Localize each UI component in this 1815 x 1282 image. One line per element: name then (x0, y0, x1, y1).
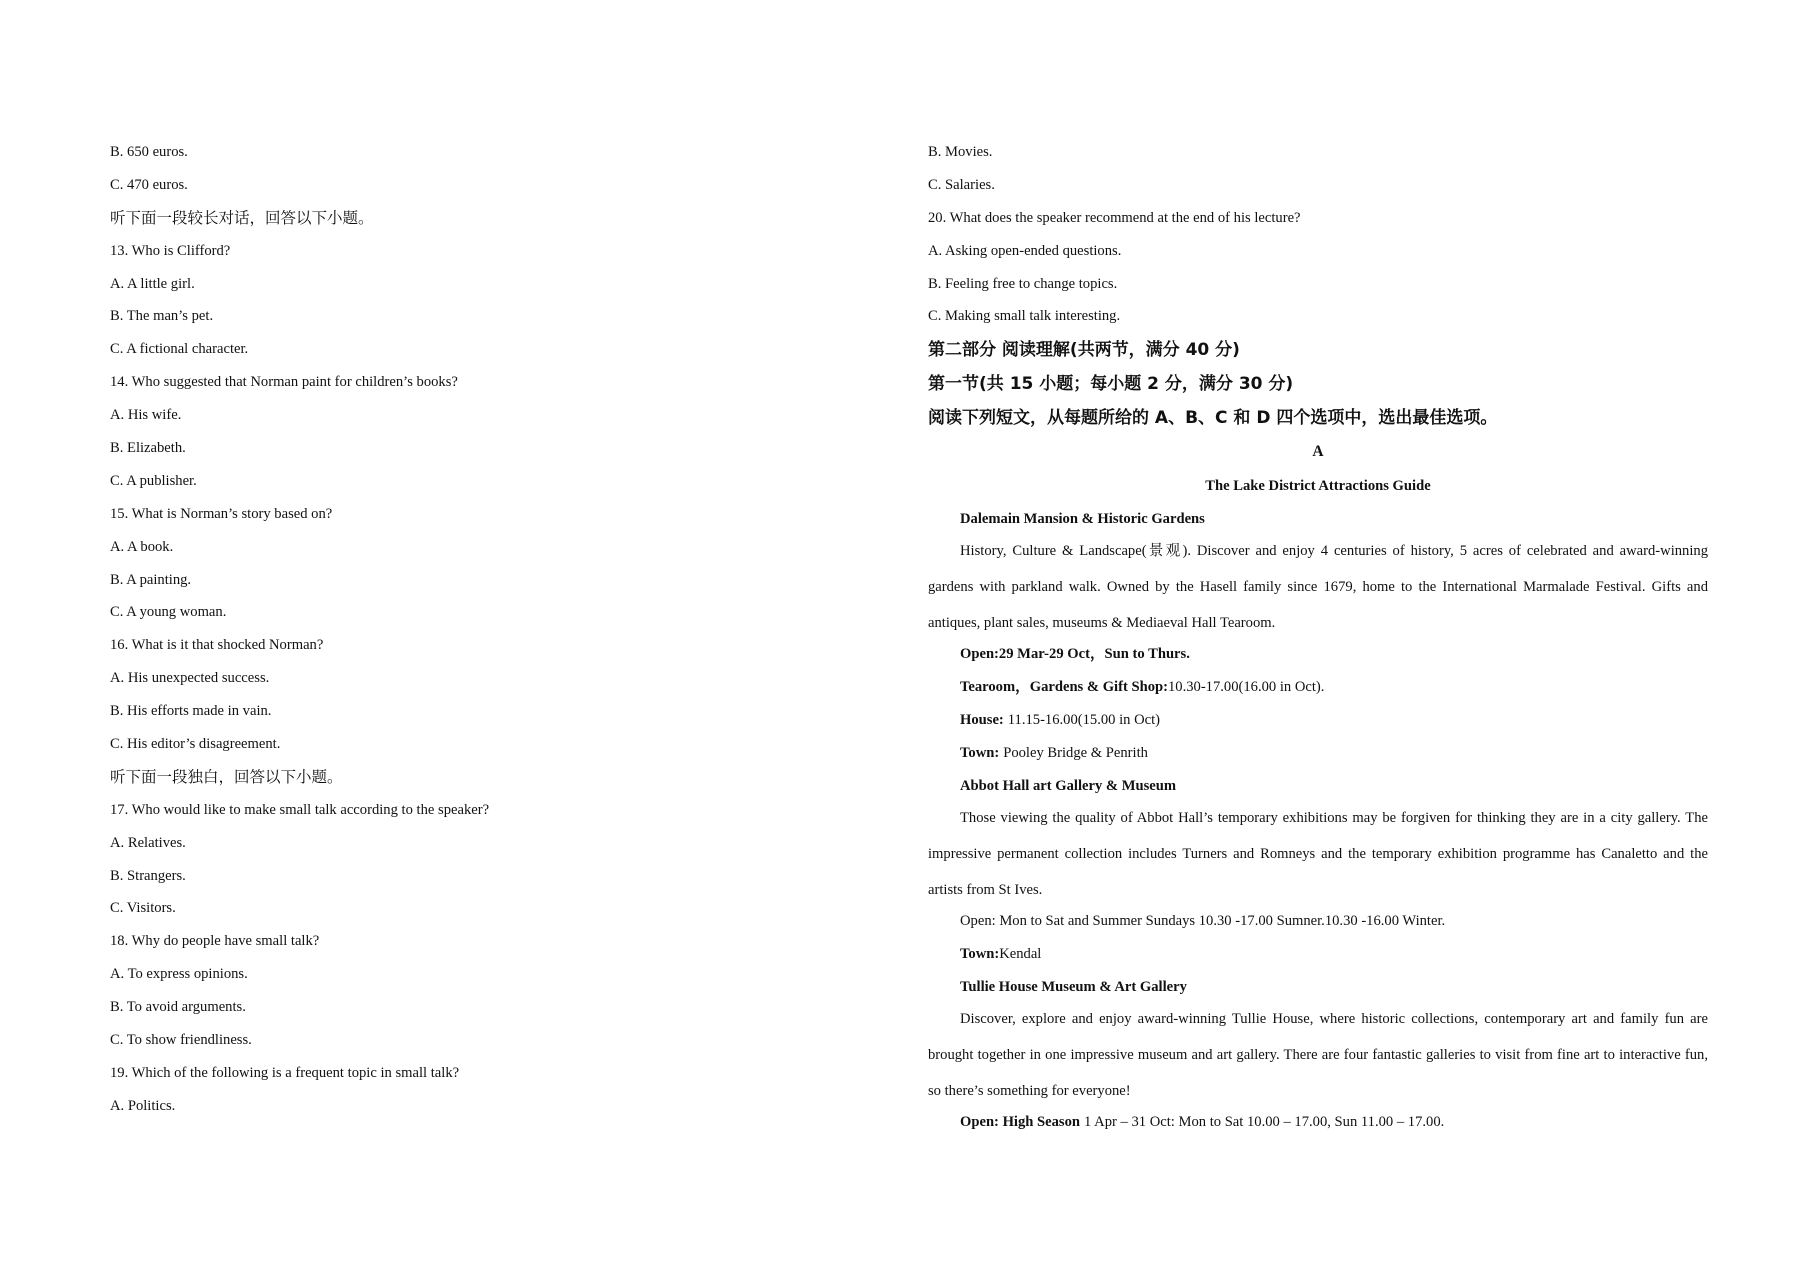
attraction-name: Abbot Hall art Gallery & Museum (960, 777, 1177, 794)
q20-stem: 20. What does the speaker recommend at the end of his lecture? (928, 209, 1301, 226)
attraction-open-hours: Open: Mon to Sat and Summer Sundays 10.30 -17.00 Sumner.10.30 -16.00 Winter. (960, 912, 1446, 929)
attraction-description: Discover, explore and enjoy award-winning Tullie House, where historic collections, contemporary art and family fun are brought together in one impressive museum and art gallery. There are four fantastic galleries to visit from fine art to interactive fun, so there’s something for everyone! (928, 1010, 1708, 1099)
detail-value: Kendal (999, 945, 1042, 962)
listening-instruction-monologue: 听下面一段独白，回答以下小题。 (110, 767, 343, 786)
q19-option-b: B. Movies. (928, 144, 993, 160)
q19-option-c: C. Salaries. (928, 176, 995, 193)
q15-option-b: B. A painting. (110, 571, 192, 588)
q20-option-a: A. Asking open-ended questions. (928, 242, 1122, 259)
attraction-town (928, 938, 1708, 971)
q16-option-b: B. His efforts made in vain. (110, 703, 272, 720)
attraction-description: History, Culture & Landscape(景观). Discover and enjoy 4 centuries of history, 5 acres of celebrated and award-winning gardens with parkland walk. Owned by the Hasell family since 1679, home to the International Marmalade Festival. Gifts and antiques, plant sales, museums & Mediaeval Hall Tearoom. (928, 543, 1708, 632)
reading-part-title: 第二部分 阅读理解(共两节，满分 40 分) (928, 340, 1240, 361)
detail-label: Open:29 Mar-29 Oct，Sun to Thurs. (960, 646, 1190, 663)
detail-value: 11.15-16.00(15.00 in Oct) (1007, 712, 1161, 729)
q18-stem: 18. Why do people have small talk? (110, 933, 320, 950)
q19-option-a: A. Politics. (110, 1097, 176, 1114)
detail-label: Town: (960, 745, 1000, 762)
passage-title: The Lake District Attractions Guide (1205, 478, 1431, 495)
q14-option-b: B. Elizabeth. (110, 440, 186, 457)
q17-option-b: B. Strangers. (110, 867, 186, 884)
detail-value: 10.30-17.00(16.00 in Oct). (1167, 679, 1325, 696)
attraction-house-hours (928, 704, 1708, 737)
attraction-name: Dalemain Mansion & Historic Gardens (960, 511, 1205, 528)
detail-label: House: (960, 712, 1004, 729)
listening-instruction-dialogue: 听下面一段较长对话，回答以下小题。 (110, 208, 374, 227)
q13-option-c: C. A fictional character. (110, 341, 249, 358)
q16-option-c: C. His editor’s disagreement. (110, 736, 281, 753)
detail-label: Town: (960, 945, 1000, 962)
q15-option-c: C. A young woman. (110, 604, 227, 621)
attraction-open-hours (928, 1106, 1708, 1139)
q14-option-c: C. A publisher. (110, 472, 197, 489)
q20-option-b: B. Feeling free to change topics. (928, 275, 1118, 292)
passage-label: A (1312, 443, 1324, 461)
detail-value: 1 Apr – 31 Oct: Mon to Sat 10.00 – 17.00, Sun 11.00 – 17.00. (1084, 1113, 1445, 1130)
attraction-tearoom-hours (928, 671, 1708, 704)
q14-stem: 14. Who suggested that Norman paint for children’s books? (110, 374, 458, 391)
q18-option-b: B. To avoid arguments. (110, 999, 246, 1016)
q17-option-c: C. Visitors. (110, 900, 176, 917)
q17-option-a: A. Relatives. (110, 834, 186, 851)
attraction-description: Those viewing the quality of Abbot Hall’s temporary exhibitions may be forgiven for thinking they are in a city gallery. The impressive permanent collection includes Turners and Romneys and the temporary exhibition programme has Canaletto and the artists from St Ives. (928, 809, 1708, 898)
q15-stem: 15. What is Norman’s story based on? (110, 505, 333, 522)
q16-stem: 16. What is it that shocked Norman? (110, 637, 324, 654)
q18-option-a: A. To express opinions. (110, 966, 248, 983)
q12-option-b: B. 650 euros. (110, 144, 188, 160)
left-column (110, 136, 830, 1123)
q18-option-c: C. To show friendliness. (110, 1032, 252, 1049)
q16-option-a: A. His unexpected success. (110, 670, 270, 687)
q13-option-b: B. The man’s pet. (110, 308, 214, 325)
attraction-name: Tullie House Museum & Art Gallery (960, 978, 1187, 995)
attraction-open-hours (928, 638, 1708, 671)
right-column (928, 136, 1708, 1139)
q19-stem: 19. Which of the following is a frequent topic in small talk? (110, 1064, 460, 1081)
q20-option-c: C. Making small talk interesting. (928, 308, 1121, 325)
q13-stem: 13. Who is Clifford? (110, 242, 231, 259)
detail-label: Open: High Season (960, 1113, 1081, 1130)
q17-stem: 17. Who would like to make small talk according to the speaker? (110, 801, 490, 818)
q13-option-a: A. A little girl. (110, 275, 195, 292)
detail-value: Pooley Bridge & Penrith (1003, 745, 1148, 762)
reading-instruction: 阅读下列短文，从每题所给的 A、B、C 和 D 四个选项中，选出最佳选项。 (928, 408, 1498, 429)
detail-label: Tearoom，Gardens & Gift Shop: (960, 679, 1168, 696)
attraction-town (928, 737, 1708, 770)
q15-option-a: A. A book. (110, 538, 174, 555)
reading-section-title: 第一节(共 15 小题；每小题 2 分，满分 30 分) (928, 374, 1294, 395)
q14-option-a: A. His wife. (110, 407, 182, 424)
q12-option-c: C. 470 euros. (110, 176, 188, 193)
